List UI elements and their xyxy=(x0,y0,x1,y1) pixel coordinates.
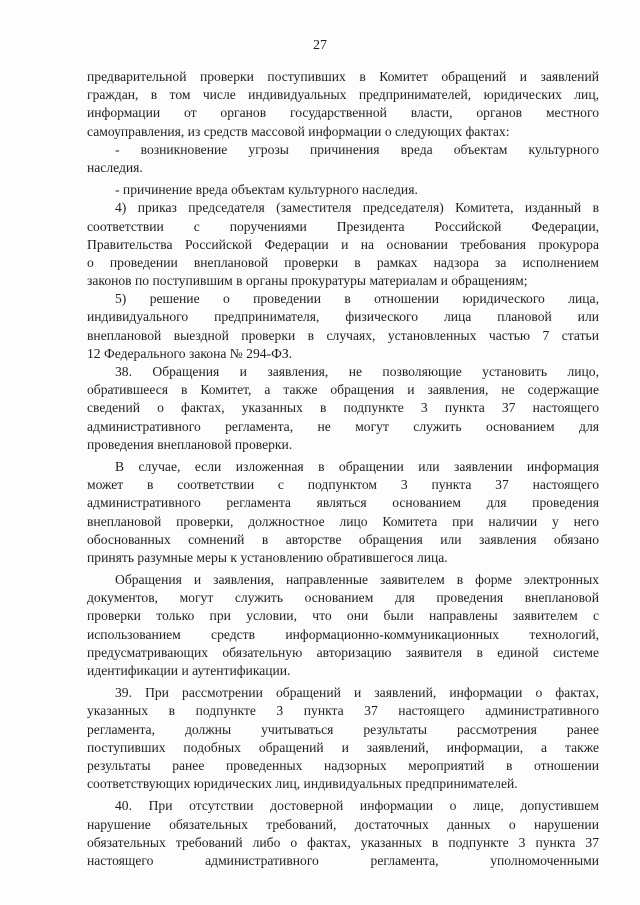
text-line: Правительства Российской Федерации и на основании требования прокурора xyxy=(87,236,599,252)
text-line: - причинение вреда объектам культурного наследия. xyxy=(115,182,418,198)
text-line: проведения внеплановой проверки. xyxy=(87,436,293,452)
text-line: идентификации и аутентификации. xyxy=(87,663,291,678)
text-line: поступивших подобных обращений и заявлений, информации, а также xyxy=(87,739,599,755)
text-line: обоснованных сомнений в авторстве обращения или заявления обязано xyxy=(87,531,599,547)
text-line: сведений о фактах, указанных в подпункте 3 пункта 37 настоящего xyxy=(87,400,599,416)
text-line: 39. При рассмотрении обращений и заявлений, информации о фактах, xyxy=(115,685,599,701)
text-line: 40. При отсутствии достоверной информации о лице, допустившем xyxy=(115,798,599,814)
text-line: принять разумные меры к установлению обратившегося лица. xyxy=(87,549,448,565)
text-line: документов, могут служить основанием для проведения внеплановой xyxy=(87,590,599,606)
text-line: административного регламента являться основанием для проведения xyxy=(87,495,599,511)
text-line: о проведении внеплановой проверки в рамках надзора за исполнением xyxy=(87,254,599,270)
text-line: 38. Обращения и заявления, не позволяющие установить лицо, xyxy=(115,364,599,379)
text-line: законов по поступившим в органы прокуратуры материалам и обращениям; xyxy=(87,273,528,289)
text-line: внеплановой выездной проверки в случаях, установленных частью 7 статьи xyxy=(87,327,599,343)
text-line: 5) решение о проведении в отношении юридического лица, xyxy=(115,291,599,307)
text-line: соответствии с поручениями Президента Российской Федерации, xyxy=(87,218,599,234)
text-line: индивидуального предпринимателя, физического лица плановой или xyxy=(87,309,599,325)
text-line: указанных в подпункте 3 пункта 37 настоящего административного xyxy=(87,703,599,719)
text-line: 4) приказ председателя (заместителя председателя) Комитета, изданный в xyxy=(115,200,599,216)
text-line: - возникновение угрозы причинения вреда объектам культурного xyxy=(115,141,599,157)
text-line: В случае, если изложенная в обращении или заявлении информация xyxy=(115,458,599,474)
text-line: самоуправления, из средств массовой информации о следующих фактах: xyxy=(87,123,510,139)
text-line: результаты ранее проведенных надзорных мероприятий в отношении xyxy=(87,757,599,773)
text-line: обратившееся в Комитет, а также обращения и заявления, не содержащие xyxy=(87,382,599,398)
text-line: предусматривающих обязательную авторизацию заявителя в единой системе xyxy=(87,644,599,660)
text-line: может в соответствии с подпунктом 3 пункта 37 настоящего xyxy=(87,477,599,493)
text-line: Обращения и заявления, направленные заявителем в форме электронных xyxy=(115,572,599,588)
text-line: информации от органов государственной власти, органов местного xyxy=(87,105,599,121)
document-body xyxy=(87,68,599,870)
text-line: обязательных требований либо о фактах, указанных в подпункте 3 пункта 37 xyxy=(87,834,599,850)
text-line: регламента, должны учитываться результаты рассмотрения ранее xyxy=(87,721,599,737)
text-line: административного регламента, не могут служить основанием для xyxy=(87,418,599,434)
text-line: использованием средств информационно-коммуникационных технологий, xyxy=(87,626,599,642)
text-line: внеплановой проверки, должностное лицо Комитета при наличии у него xyxy=(87,513,599,529)
text-line: 12 Федерального закона № 294-ФЗ. xyxy=(87,345,293,361)
text-line: наследия. xyxy=(87,159,143,175)
text-line: проверки только при условии, что они были направлены заявителем с xyxy=(87,608,599,624)
text-line: соответствующих юридических лиц, индивидуальных предпринимателей. xyxy=(87,776,518,792)
text-line: настоящего административного регламента, уполномоченными xyxy=(87,852,599,868)
text-line: предварительной проверки поступивших в Комитет обращений и заявлений xyxy=(87,69,599,84)
text-line: граждан, в том числе индивидуальных предпринимателей, юридических лиц, xyxy=(87,87,599,103)
text-line: нарушение обязательных требований, достаточных данных о нарушении xyxy=(87,816,599,832)
page-number: 27 xyxy=(313,38,327,53)
